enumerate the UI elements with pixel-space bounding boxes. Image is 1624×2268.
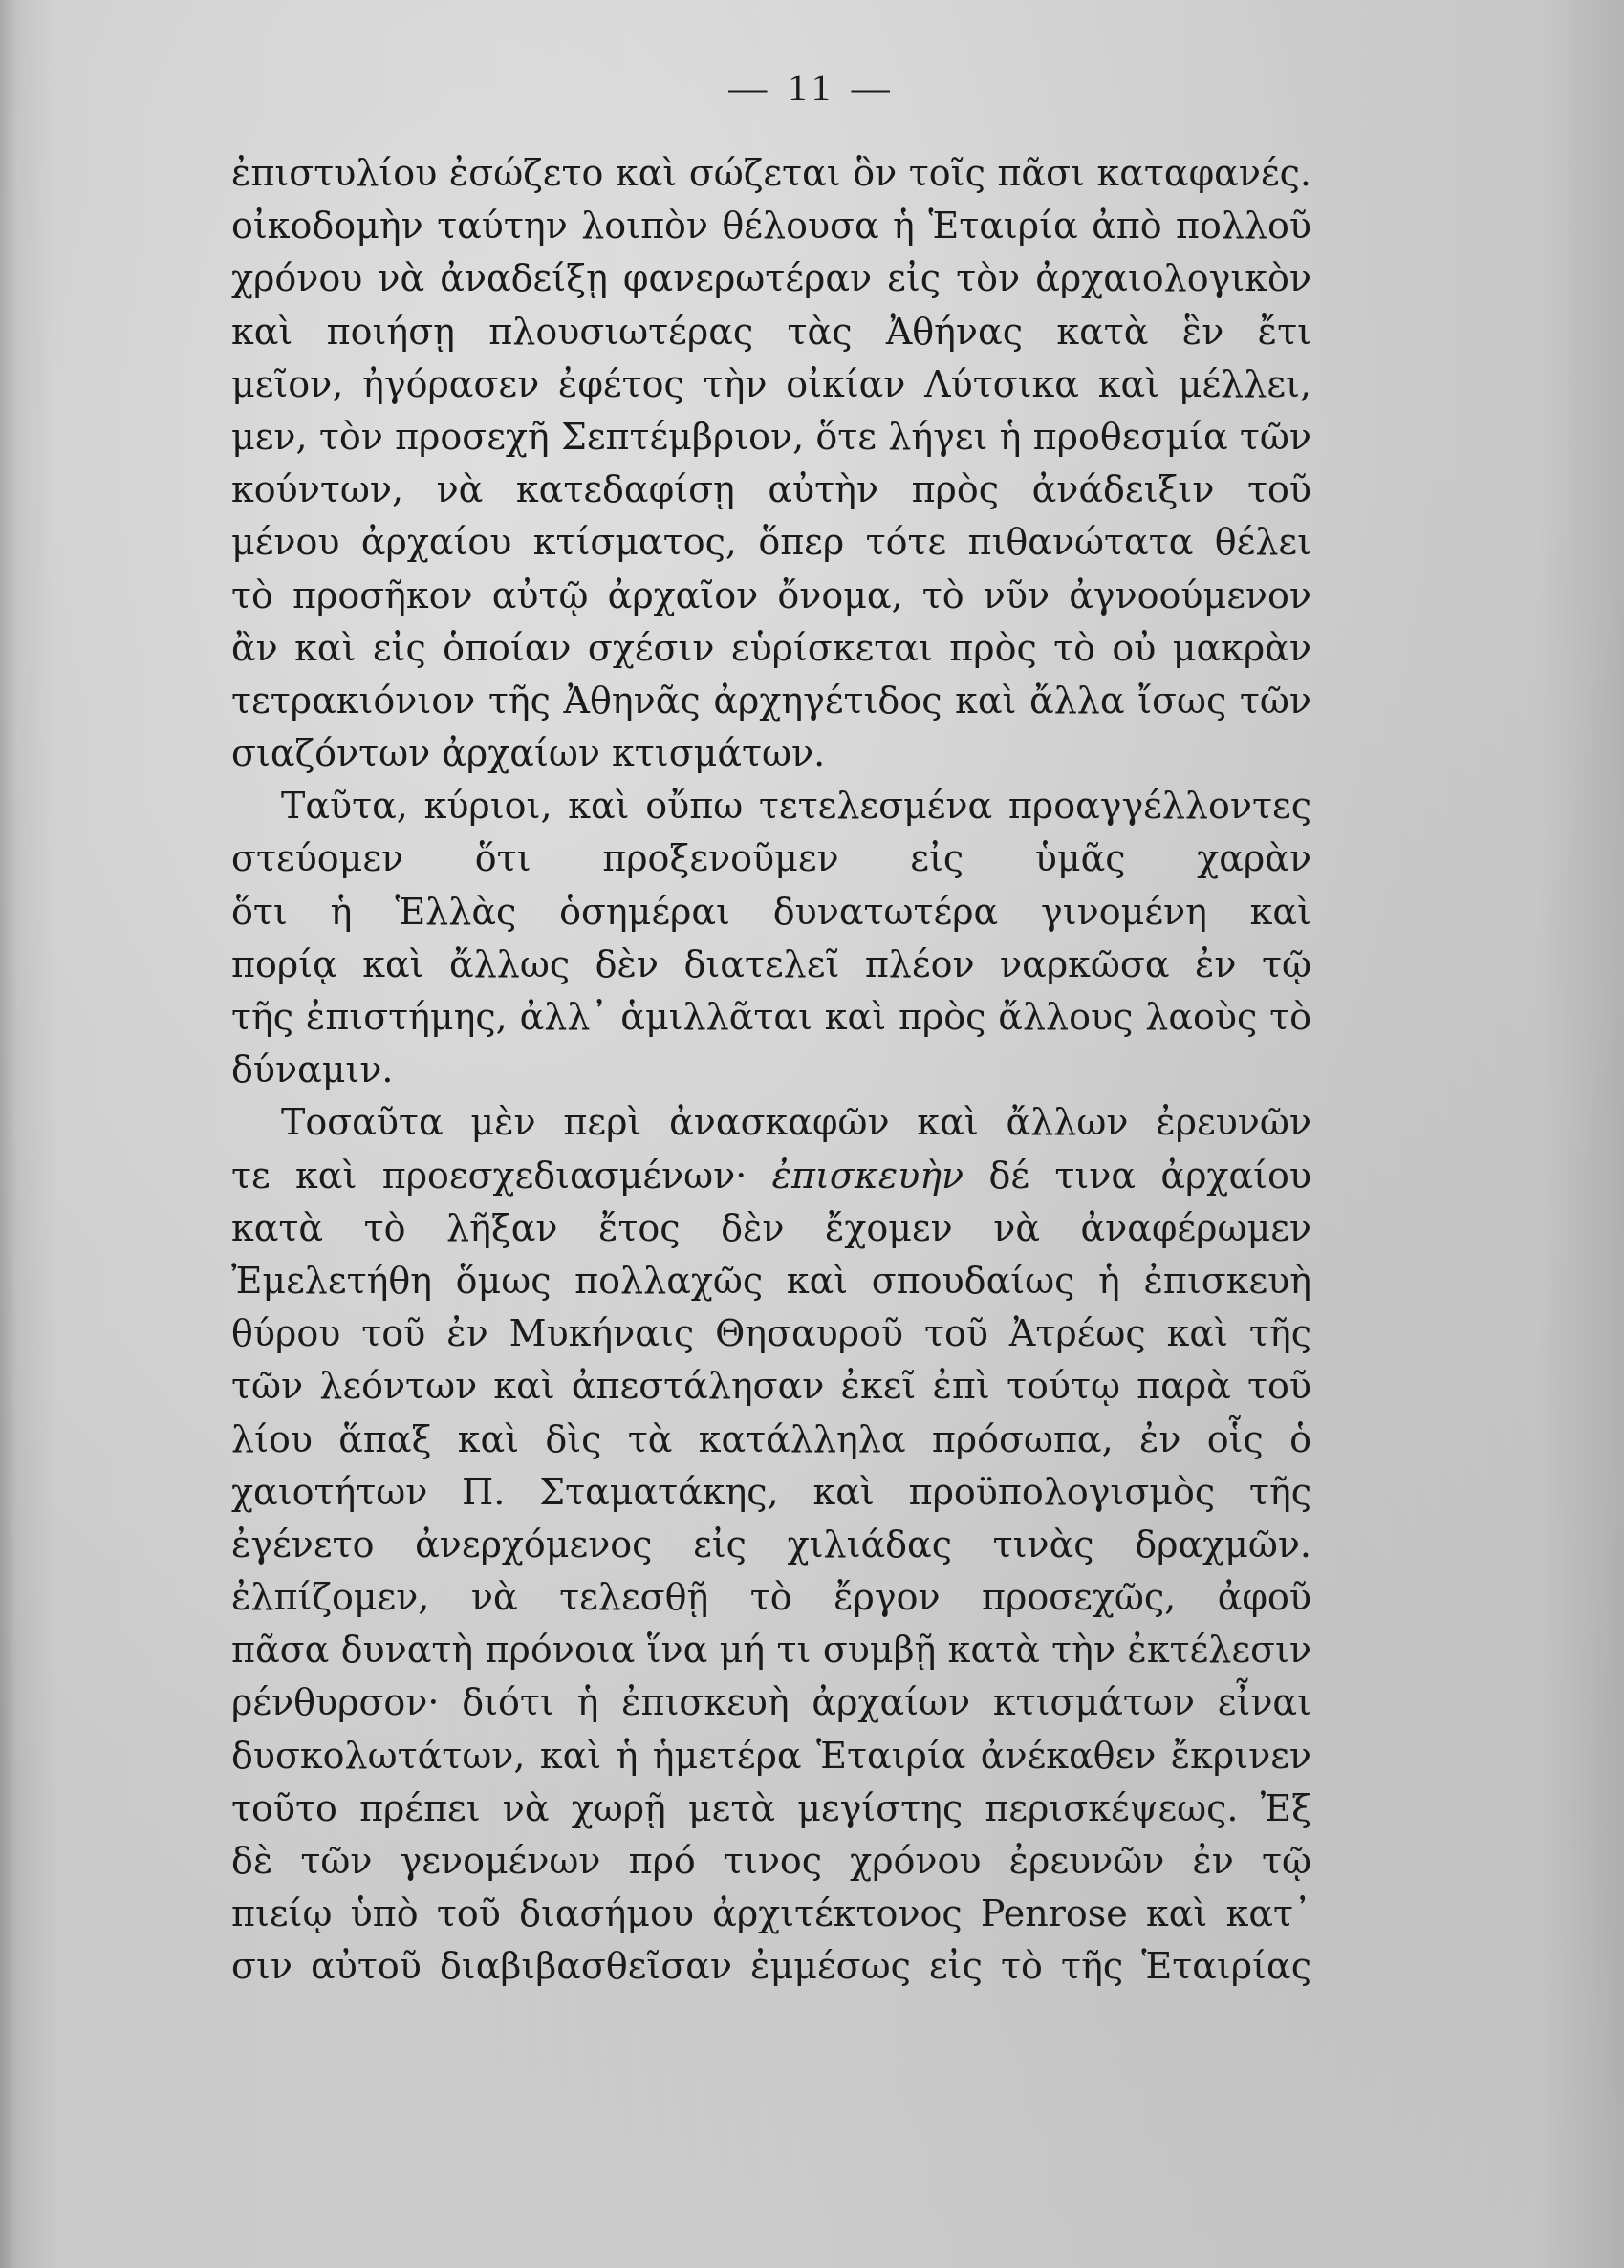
text-line: στεύομεν ὅτι προξενοῦμεν εἰς ὑμᾶς χαρὰν bbox=[231, 837, 1311, 880]
text-line: μεν, τὸν προσεχῆ Σεπτέμβριον, ὅτε λήγει ἡ προθεσμία τῶν bbox=[231, 415, 1311, 458]
page-number: — 11 — bbox=[728, 66, 896, 109]
text-line: σιν αὐτοῦ διαβιβασθεῖσαν ἐμμέσως εἰς τὸ τῆς Ἑταιρίας bbox=[231, 1945, 1311, 1988]
text-line: σιαζόντων ἀρχαίων κτισμάτων. bbox=[231, 732, 826, 775]
text-fragment: δέ τινα ἀρχαίου bbox=[988, 1154, 1311, 1197]
text-line: ἐγένετο ἀνερχόμενος εἰς χιλιάδας τινὰς δραχμῶν. bbox=[231, 1523, 1311, 1566]
text-line: τετρακιόνιον τῆς Ἀθηνᾶς ἀρχηγέτιδος καὶ ἄλλα ἴσως τῶν bbox=[231, 679, 1311, 722]
text-line: ἐπιστυλίου ἐσώζετο καὶ σώζεται ὃν τοῖς πᾶσι καταφανές. bbox=[231, 152, 1311, 194]
text-line: ἐλπίζομεν, νὰ τελεσθῇ τὸ ἔργον προσεχῶς, ἀφοῦ bbox=[231, 1576, 1311, 1619]
text-line: πορίᾳ καὶ ἄλλως δὲν διατελεῖ πλέον ναρκῶσα ἐν τῷ bbox=[231, 942, 1311, 985]
text-line: οἰκοδομὴν ταύτην λοιπὸν θέλουσα ἡ Ἑταιρία ἀπὸ πολλοῦ bbox=[231, 205, 1311, 248]
italic-word: ἐπισκευὴν bbox=[771, 1154, 964, 1197]
text-line: ἂν καὶ εἰς ὁποίαν σχέσιν εὑρίσκεται πρὸς τὸ οὐ μακρὰν bbox=[231, 626, 1311, 669]
paragraph-start-line: Τοσαῦτα μὲν περὶ ἀνασκαφῶν καὶ ἄλλων ἐρευνῶν bbox=[281, 1101, 1311, 1144]
text-line: δύναμιν. bbox=[231, 1048, 394, 1091]
text-line: τῆς ἐπιστήμης, ἀλλ᾽ ἁμιλλᾶται καὶ πρὸς ἄλλους λαοὺς τὸ bbox=[231, 996, 1311, 1038]
text-line: κατὰ τὸ λῆξαν ἔτος δὲν ἔχομεν νὰ ἀναφέρωμεν bbox=[231, 1206, 1311, 1249]
text-line: μεῖον, ἠγόρασεν ἐφέτος τὴν οἰκίαν Λύτσικα καὶ μέλλει, bbox=[231, 362, 1311, 405]
text-line: κούντων, νὰ κατεδαφίσῃ αὐτὴν πρὸς ἀνάδειξιν τοῦ bbox=[231, 468, 1311, 511]
text-line: τὸ προσῆκον αὐτῷ ἀρχαῖον ὄνομα, τὸ νῦν ἀγνοούμενον bbox=[231, 573, 1311, 616]
text-line: τοῦτο πρέπει νὰ χωρῇ μετὰ μεγίστης περισκέψεως. Ἐξ bbox=[231, 1786, 1311, 1829]
text-fragment: τε καὶ προεσχεδιασμένων· bbox=[231, 1154, 772, 1197]
text-line: χρόνου νὰ ἀναδείξῃ φανερωτέραν εἰς τὸν ἀρχαιολογικὸν bbox=[231, 257, 1311, 300]
text-line: λίου ἅπαξ καὶ δὶς τὰ κατάλληλα πρόσωπα, ἐν οἷς ὁ bbox=[231, 1417, 1311, 1460]
text-line: Ἐμελετήθη ὅμως πολλαχῶς καὶ σπουδαίως ἡ ἐπισκευὴ bbox=[231, 1259, 1311, 1302]
paragraph-start-line: Ταῦτα, κύριοι, καὶ οὔπω τετελεσμένα προαγγέλλοντες bbox=[281, 785, 1311, 828]
text-line-with-italic bbox=[231, 1150, 1311, 1202]
text-line: δυσκολωτάτων, καὶ ἡ ἡμετέρα Ἑταιρία ἀνέκαθεν ἔκρινεν bbox=[231, 1734, 1311, 1777]
text-line: μένου ἀρχαίου κτίσματος, ὅπερ τότε πιθανώτατα θέλει bbox=[231, 521, 1311, 564]
text-line: πιείῳ ὑπὸ τοῦ διασήμου ἀρχιτέκτονος Penrose καὶ κατ᾽ bbox=[231, 1892, 1311, 1935]
text-line: θύρου τοῦ ἐν Μυκήναις Θησαυροῦ τοῦ Ἀτρέως καὶ τῆς bbox=[231, 1312, 1311, 1355]
text-line: ρένθυρσον· διότι ἡ ἐπισκευὴ ἀρχαίων κτισμάτων εἶναι bbox=[231, 1681, 1311, 1724]
page-edge-shadow bbox=[1538, 0, 1624, 2268]
body-text bbox=[231, 147, 1311, 1994]
text-line: καὶ ποιήσῃ πλουσιωτέρας τὰς Ἀθήνας κατὰ ἓν ἔτι bbox=[231, 310, 1311, 353]
text-line: τῶν λεόντων καὶ ἀπεστάλησαν ἐκεῖ ἐπὶ τούτῳ παρὰ τοῦ bbox=[231, 1365, 1311, 1408]
text-line: δὲ τῶν γενομένων πρό τινος χρόνου ἐρευνῶν ἐν τῷ bbox=[231, 1840, 1311, 1882]
text-line: ὅτι ἡ Ἑλλὰς ὁσημέραι δυνατωτέρα γινομένη καὶ bbox=[231, 890, 1311, 933]
text-line: πᾶσα δυνατὴ πρόνοια ἵνα μή τι συμβῇ κατὰ τὴν ἐκτέλεσιν bbox=[231, 1629, 1311, 1672]
text-line: χαιοτήτων Π. Σταματάκης, καὶ προϋπολογισμὸς τῆς bbox=[231, 1470, 1311, 1513]
